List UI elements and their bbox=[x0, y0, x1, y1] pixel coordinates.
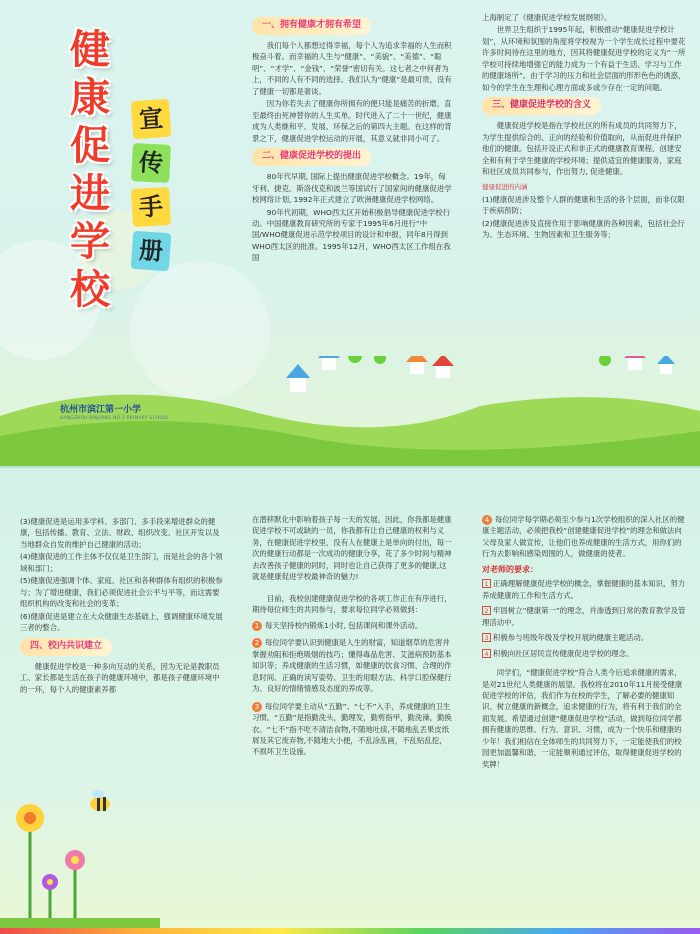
title-char: 健 bbox=[70, 27, 110, 73]
requirement-item bbox=[482, 514, 686, 560]
requirement-item bbox=[252, 701, 452, 758]
inner-panel bbox=[0, 468, 700, 934]
school-name-en: HANGZHOU BINJIANG NO.1 PRIMARY SCHOOL bbox=[60, 415, 170, 420]
requirement-item bbox=[252, 637, 452, 694]
heart-tree-icon bbox=[348, 356, 611, 366]
list-item: (4)健康促进的工作主体不仅仅是卫生部门，而是社会的各个领域和部门； bbox=[20, 552, 223, 573]
requirement-text: 每位同学每学期必须至少参与1次学校组织的深入社区的健康主题活动，必须把我校“创建健康促进学校”的理念和做法向父母及家人做宣传，让他们也养成健康的生活方式，用你们的行为去影响和感染周围的人，做健康的使者。 bbox=[482, 515, 685, 559]
bottom-middle-column bbox=[252, 514, 452, 759]
cover-main-title bbox=[54, 26, 126, 314]
paragraph: 目前，我校创建健康促进学校的各项工作正在有序进行，期待每位师生的共同参与，要求每位同学必须做到： bbox=[252, 593, 452, 615]
teacher-text: 正确理解健康促进学校的概念，掌握健康的基本知识，努力养成健康的工作和生活方式。 bbox=[482, 579, 686, 600]
paragraph: 健康促进学校是一种多向互动的关系，因为无论是教职员工、家长都是生活在孩子的健康环境中，都是孩子健康环境中的一环，每个人的健康素养都 bbox=[20, 661, 220, 694]
house-icon bbox=[432, 356, 454, 378]
flower-icon bbox=[42, 874, 58, 918]
section-heading-1: 一、拥有健康才拥有希望 bbox=[252, 17, 371, 35]
bee-icon bbox=[90, 790, 110, 811]
list-item: (3)健康促进是运用多学科、多部门、多手段来增进群众的健康，包括传播、教育、立法、财政、组织改变、社区开发以及当地群众自发的维护自己健康的活动； bbox=[20, 517, 220, 549]
house-icon bbox=[624, 356, 646, 370]
paragraph: 90年代初期，WHO西太区开始积极倡导健康促进学校行动。中国健康教育研究所的专家于1995年6月进行“中国/WHO健康促进示范学校项目的设计和申报，同年8月得到WHO西太区的批准。1995年12月，WHO西太区工作组在我国 bbox=[252, 207, 451, 263]
front-panel bbox=[0, 0, 700, 466]
subtitle-char: 传 bbox=[131, 143, 171, 183]
list-item: (5)健康促进强调个体、家庭、社区和各种群体有组织的积极参与；为了增进健康，我们必须促进社会公平与平等，而这需要组织机构的改变和社会的变革； bbox=[20, 576, 223, 609]
teacher-text: 牢固树立“健康第一”的理念，并渗透到日常的教育教学及管理活动中。 bbox=[482, 606, 686, 627]
house-icon bbox=[657, 356, 675, 374]
flower-icon bbox=[16, 804, 44, 918]
paragraph: 80年代早期, 国际上提出健康促进学校概念。19年，匈牙利、捷克、斯洛伐克和波兰等国试行了国家间的健康促进学校网络计划, 1992年正式建立了欧洲健康促进学校网络。 bbox=[252, 172, 452, 205]
title-char: 校 bbox=[70, 267, 110, 313]
teacher-text: 积极向社区居民宣传健康促进学校的理念。 bbox=[493, 648, 634, 658]
closing-paragraph: 同学们，“健康促进学校”符合人类今后追求健康的需求，是对21世纪人类健康的展望。我校将在2010年11月接受健康促进学校的评估，我们作为在校的学生，了解必要的健康知识、树立健康的新概念，追求健康的行为，将有利于我们的全面发展。希望通过创建“健康促进学校”活动，做到每位同学都拥有健康的思维、行为、意识、习惯，成为一个快乐和健康的少年！我们相信在全体师生的共同努力下，一定能使我们的校园更加温馨和谐，一定能顺利通过评估，取得健康促进学校的奖牌！ bbox=[482, 668, 683, 769]
paragraph: 健康促进学校是指在学校社区的所有成员的共同努力下，为学生提供综合的、正向的经验和价值取向，从而促进并保护他们的健康。包括开设正式和非正式的健康教育课程、创建安全和有利于学生健康的学校环境；提供适宜的健康服务，家庭和社区成员共同参与，作出努力, 促进健康。 bbox=[482, 121, 682, 177]
cover-subtitle bbox=[132, 100, 172, 276]
subtitle-char: 手 bbox=[131, 187, 171, 227]
number-badge: 2 bbox=[252, 638, 262, 648]
teacher-requirements-heading: 对老师的要求： bbox=[482, 564, 538, 574]
bottom-right-column bbox=[482, 514, 686, 771]
list-item: (1)健康促进涉及整个人群的健康和生活的各个层面，而非仅限于疾病预防； bbox=[482, 194, 685, 216]
paragraph: 因为你若失去了健康你所拥有的便只能是痛苦的折磨，直至最终由死神替你的人生买单。时代进入了二十一世纪，健康成为人类继和平、发展、环保之后的第四大主题。在这样的背景之下，健康促进学校运动的开展，其意义就非同小可了。 bbox=[252, 99, 452, 143]
subtitle-char: 册 bbox=[131, 231, 172, 272]
school-logo bbox=[60, 402, 170, 420]
house-icon bbox=[286, 364, 310, 392]
number-badge: 4 bbox=[482, 649, 491, 658]
flowers-illustration bbox=[0, 768, 160, 934]
section-heading-2: 二、健康促进学校的提出 bbox=[252, 148, 371, 166]
house-icon bbox=[406, 356, 428, 374]
teacher-item bbox=[482, 648, 686, 659]
paragraph: 我们每个人都想过得幸福，每个人为追求幸福的人生而积极奋斗着。而幸福的人生与“健康”、“美貌”、“美德”、“聪明”、“才学”、“金钱”、“荣誉”密切有关。这七者之中何者为上，不同的人有不同的选择。我们认为“健康”是最可贵，没有了健康一切都是奢谈。 bbox=[252, 40, 452, 96]
paragraph: 上海制定了《健康促进学校发展纲领》。 bbox=[482, 13, 612, 22]
number-badge: 2 bbox=[482, 606, 491, 615]
sub-heading: 健康促进的内涵 bbox=[482, 182, 528, 191]
house-icon bbox=[318, 356, 340, 370]
title-char: 促 bbox=[70, 123, 110, 169]
teacher-item bbox=[482, 605, 686, 628]
top-middle-column bbox=[252, 14, 452, 265]
list-item: (6)健康促进是建立在大众健康生态基础上，强调健康环境发展三者的整合。 bbox=[20, 611, 223, 633]
section-heading-3: 三、健康促进学校的含义 bbox=[482, 97, 601, 115]
flower-icon bbox=[65, 850, 85, 918]
top-right-column bbox=[482, 12, 686, 242]
number-badge: 3 bbox=[482, 633, 491, 642]
number-badge: 1 bbox=[482, 579, 491, 588]
teacher-item bbox=[482, 578, 686, 601]
subtitle-char: 宣 bbox=[131, 99, 172, 140]
teacher-text: 积极参与班级年级及学校开展的健康主题活动。 bbox=[493, 633, 649, 643]
number-badge: 1 bbox=[252, 621, 262, 631]
section-heading-4: 四、校内共识建立 bbox=[20, 638, 112, 656]
rainbow-strip bbox=[0, 928, 700, 934]
number-badge: 3 bbox=[252, 702, 262, 712]
school-name: 杭州市滨江第一小学 bbox=[60, 405, 142, 415]
title-char: 进 bbox=[70, 171, 110, 217]
number-badge: 4 bbox=[482, 515, 492, 525]
requirement-text: 每位同学要主动从“五勤”、“七不”入手，养成健康的卫生习惯。“五勤”是指勤洗头，勤理发，勤剪指甲，勤洗澡，勤换衣。“七不”指不吃不清洁食物,不随地吐痰,不随地乱丢果皮纸屑及其它废弃物,不随地大小便，不乱涂乱画，不乱贴乱挖，不损坏卫生设施。 bbox=[252, 701, 452, 757]
requirement-text: 每位同学要认识到健康是人生的财富，知道烟草的危害并掌握劝阻和拒绝吸烟的技巧；懂得毒品危害、艾滋病预防基本知识等；养成健康的生活习惯，如健康的饮食习惯、合理的作息时间、正确的读写姿势、卫生的用眼方法、科学口腔保健行为、良好的情绪情感及态度的养成等。 bbox=[252, 638, 452, 694]
title-char: 学 bbox=[70, 219, 110, 265]
list-item: (2)健康促进涉及直接作用于影响健康的各种因素，包括社会行为、生态环境、生物因素和卫生服务等； bbox=[482, 218, 685, 240]
requirement-item bbox=[252, 620, 452, 631]
teacher-item bbox=[482, 632, 686, 643]
bottom-left-column bbox=[20, 516, 225, 696]
paragraph: 在潜移默化中影响着孩子每一天的发展。因此，你我都是健康促进学校不可或缺的一员，你我都有让自己健康的权利与义务，在健康促进学校里，没有人在健康上是单向的付出，每一次的健康行动都是一次成功的健康分享，花了多少时间与精神去改善孩子健康的同时，同时也让自己获得了更多的健康,这就是健康促进学校最神奇的魅力! bbox=[252, 515, 452, 582]
requirement-text: 每天坚持校内锻炼1小时, 包括课间和课外活动。 bbox=[265, 620, 423, 630]
title-char: 康 bbox=[70, 75, 110, 121]
paragraph: 世界卫生组织于1995年起，积极推动“健康促进学校计划”，从环境和氛围的角度将学校视为一个学生成长过程中要花许多时间待在这里的地方，因其将健康促进学校的定义为“一所学校可持续地增强它的能力成为一个有益于生活、学习与工作的健康场所”。由于学习的压力和社会层面的形形色色的诱惑，如今的学生在生理和心理方面或多或少存在一定的问题。 bbox=[482, 25, 686, 92]
